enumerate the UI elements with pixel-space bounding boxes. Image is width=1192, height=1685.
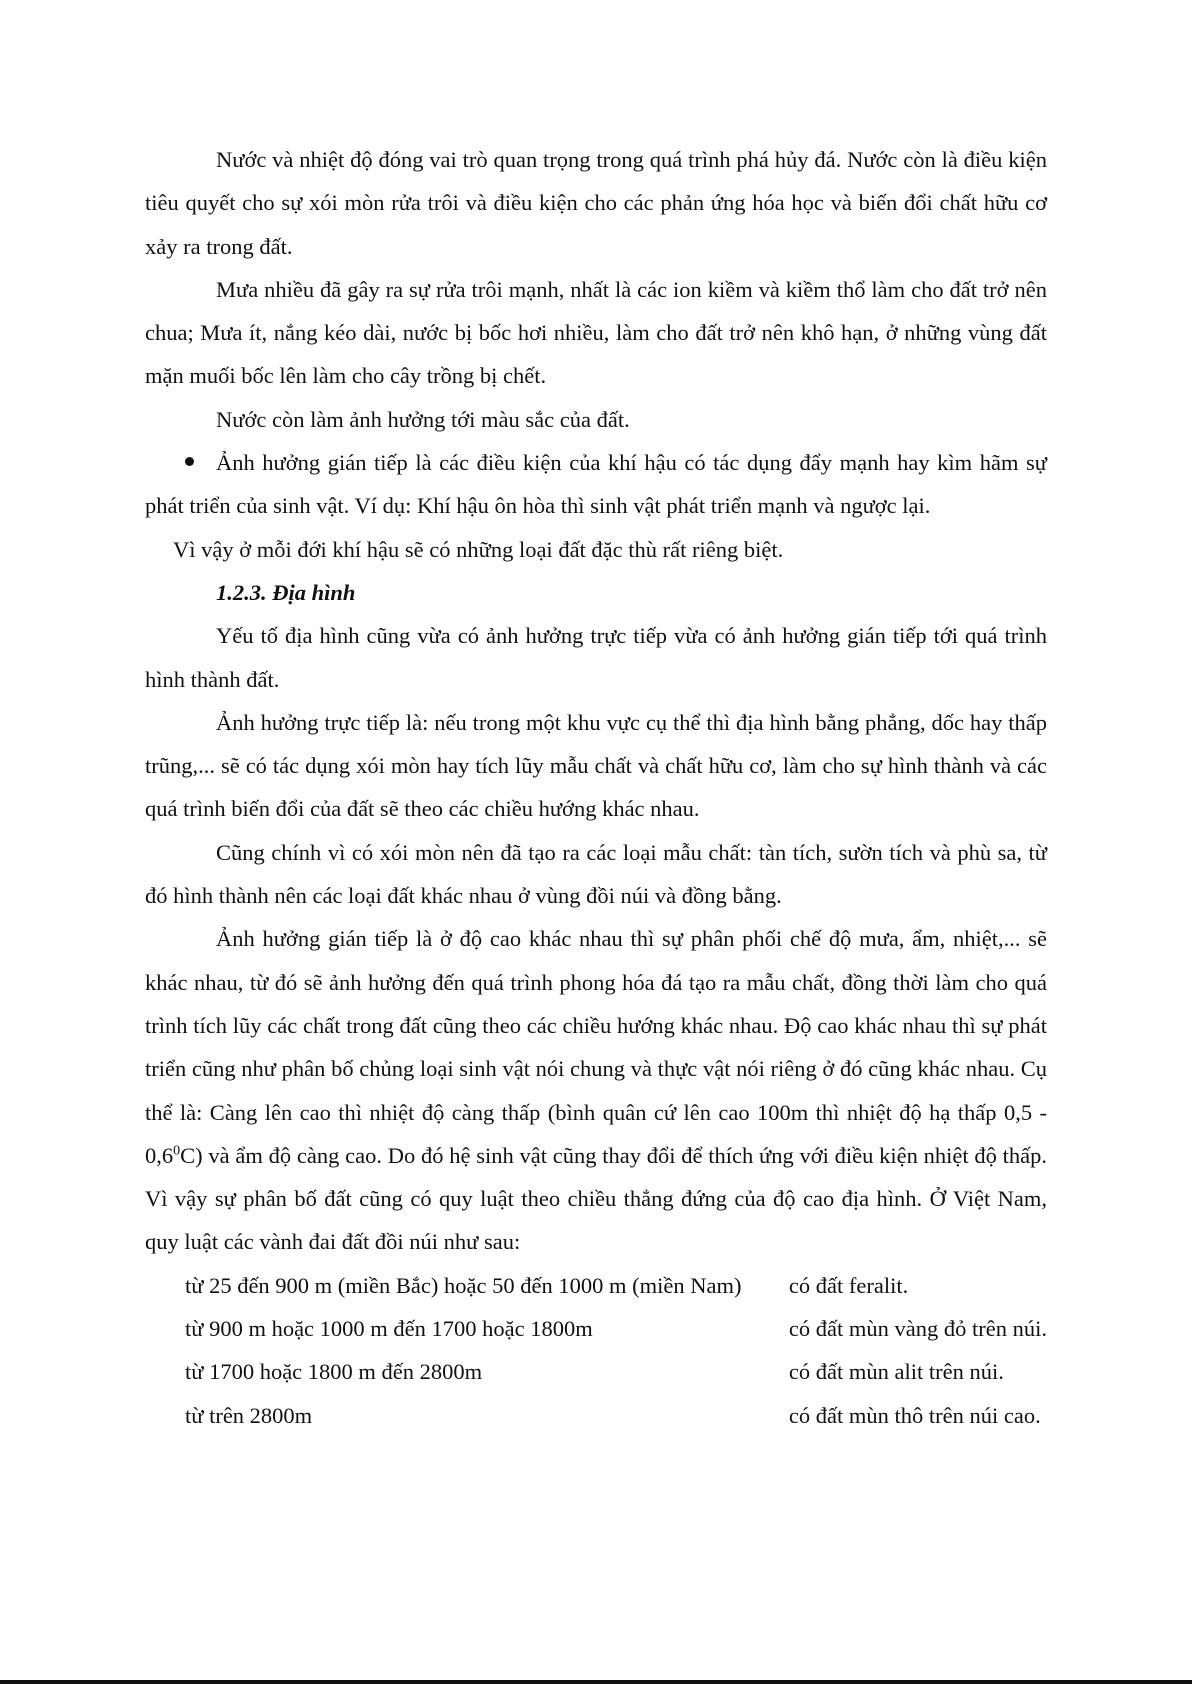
soil-belt-row [185,1350,1047,1393]
soil-belt-row [185,1307,1047,1350]
paragraph-terrain-intro: Yếu tố địa hình cũng vừa có ảnh hưởng trực tiếp vừa có ảnh hưởng gián tiếp tới quá trình hình thành đất. [145,623,1047,692]
belt-range: từ 1700 hoặc 1800 m đến 2800m [185,1359,483,1385]
paragraph-soil-color: Nước còn làm ảnh hưởng tới màu sắc của đất. [216,406,630,432]
soil-belt-row [185,1264,1047,1307]
soil-belt-list [185,1264,1047,1437]
section-heading-terrain: 1.2.3. Địa hình [216,579,356,605]
paragraph-water-temperature: Nước và nhiệt độ đóng vai trò quan trọng trong quá trình phá hủy đá. Nước còn là điều kiện tiêu quyết cho sự xói mòn rửa trôi và điều kiện cho các phản ứng hóa học và biến đổi chất hữu cơ xảy ra trong đất. [145,147,1047,259]
degree-superscript: 0 [173,1143,181,1159]
paragraph-indirect-text-1: Ảnh hưởng gián tiếp là ở độ cao khác nhau thì sự phân phối chế độ mưa, ẩm, nhiệt,... sẽ khác nhau, từ đó sẽ ảnh hưởng đến quá trình phong hóa đá tạo ra mẫu chất, đồng thời làm cho quá trình tích lũy các chất trong đất cũng theo các chiều hướng khác nhau. Độ cao khác nhau thì sự phát triển cũng như phân bố chủng loại sinh vật nói chung và thực vật nói riêng ở đó cũng khác nhau. Cụ thể là: Càng lên cao thì nhiệt độ càng thấp (bình quân cứ lên cao 100m thì nhiệt độ hạ thấp 0,5 - 0,6 [145,926,1047,1168]
paragraph-direct-effect: Ảnh hưởng trực tiếp là: nếu trong một khu vực cụ thể thì địa hình bằng phẳng, dốc hay thấp trũng,... sẽ có tác dụng xói mòn hay tích lũy mẫu chất và chất hữu cơ, làm cho sự hình thành và các quá trình biến đổi của đất sẽ theo các chiều hướng khác nhau. [145,709,1047,822]
document-body [145,138,1047,1437]
paragraph-erosion: Cũng chính vì có xói mòn nên đã tạo ra các loại mẫu chất: tàn tích, sườn tích và phù sa, từ đó hình thành nên các loại đất khác nhau ở vùng đồi núi và đồng bằng. [145,839,1047,909]
paragraph-rain-effects: Mưa nhiều đã gây ra sự rửa trôi mạnh, nhất là các ion kiềm và kiềm thổ làm cho đất trở nên chua; Mưa ít, nắng kéo dài, nước bị bốc hơi nhiều, làm cho đất trở nên khô hạn, ở những vùng đất mặn muối bốc lên làm cho cây trồng bị chết. [145,276,1047,389]
belt-soil: có đất mùn alit trên núi. [788,1359,1004,1385]
bullet-icon [185,457,194,466]
page-bottom-border [0,1680,1192,1684]
belt-soil: có đất feralit. [788,1272,909,1298]
paragraph-indirect-text-2: C) và ẩm độ càng cao. Do đó hệ sinh vật cũng thay đổi để thích ứng với điều kiện nhiệt độ thấp. Vì vậy sự phân bố đất cũng có quy luật theo chiều thẳng đứng của độ cao địa hình. Ở Việt Nam, quy luật các vành đai đất đồi núi như sau: [145,1142,1047,1255]
belt-soil: có đất mùn vàng đỏ trên núi. [788,1316,1047,1342]
belt-range: từ 900 m hoặc 1000 m đến 1700 hoặc 1800m [185,1316,593,1342]
belt-soil: có đất mùn thô trên núi cao. [788,1402,1041,1428]
paragraph-indirect-effect [145,917,1047,1263]
belt-range: từ 25 đến 900 m (miền Bắc) hoặc 50 đến 1000 m (miền Nam) [185,1272,742,1298]
belt-range: từ trên 2800m [185,1402,313,1428]
bullet-item-indirect-climate [145,441,1047,528]
soil-belt-row [185,1394,1047,1437]
paragraph-climate-zones: Vì vậy ở mỗi đới khí hậu sẽ có những loại đất đặc thù rất riêng biệt. [173,536,784,562]
bullet-text: Ảnh hưởng gián tiếp là các điều kiện của khí hậu có tác dụng đẩy mạnh hay kìm hãm sự phát triển của sinh vật. Ví dụ: Khí hậu ôn hòa thì sinh vật phát triển mạnh và ngược lại. [145,450,1047,519]
